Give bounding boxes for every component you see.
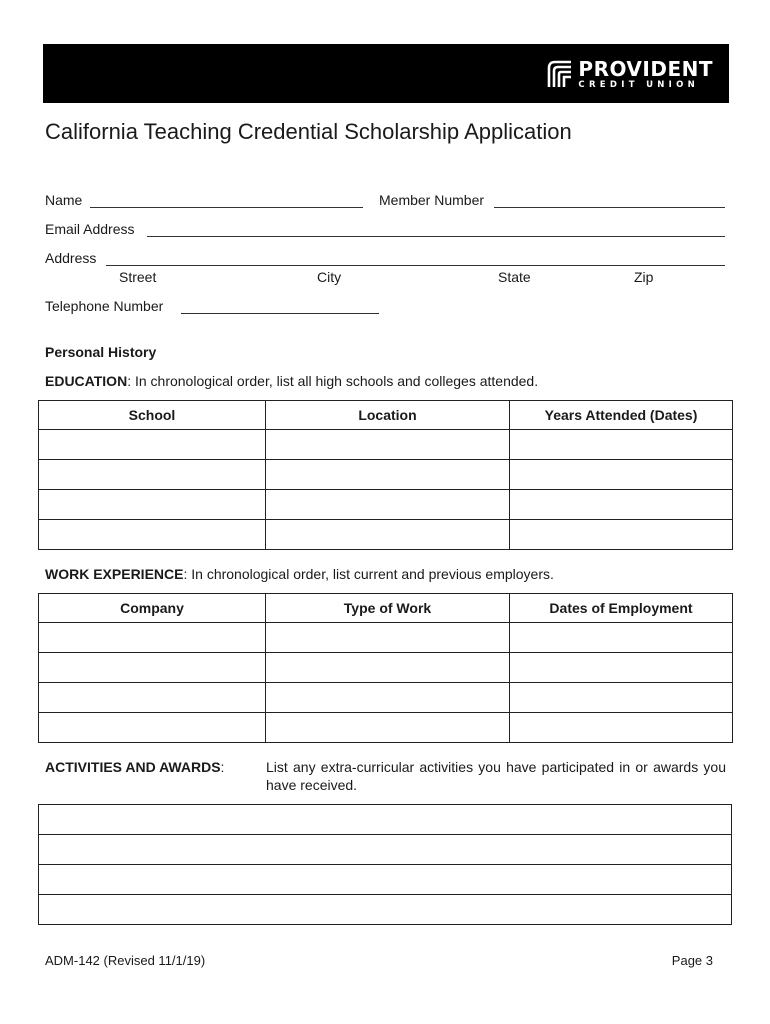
table-cell[interactable] [510, 713, 733, 743]
table-cell[interactable] [510, 623, 733, 653]
table-row [39, 683, 733, 713]
table-cell[interactable] [39, 713, 266, 743]
education-table [38, 400, 733, 550]
zip-label: Zip [634, 269, 654, 285]
table-row [39, 713, 733, 743]
education-col-location: Location [266, 401, 510, 430]
address-label: Address [45, 250, 97, 266]
table-row [39, 460, 733, 490]
work-instruction [45, 566, 554, 582]
work-col-dates: Dates of Employment [510, 594, 733, 623]
education-col-school: School [39, 401, 266, 430]
table-cell[interactable] [510, 520, 733, 550]
address-field[interactable] [106, 265, 725, 266]
table-row [39, 623, 733, 653]
table-cell[interactable] [510, 430, 733, 460]
table-cell[interactable] [510, 683, 733, 713]
work-col-type: Type of Work [266, 594, 510, 623]
provident-stripes-logo-icon [547, 60, 573, 88]
table-cell[interactable] [266, 430, 510, 460]
name-label: Name [45, 192, 83, 208]
table-cell[interactable] [266, 490, 510, 520]
education-instruction [45, 373, 538, 389]
provident-logo [547, 58, 713, 90]
table-cell[interactable] [510, 490, 733, 520]
page-title: California Teaching Credential Scholarship Application [45, 119, 572, 144]
education-col-years: Years Attended (Dates) [510, 401, 733, 430]
personal-history-heading: Personal History [45, 344, 157, 360]
page-number: Page 3 [671, 953, 713, 968]
table-row [39, 805, 732, 835]
table-cell[interactable] [510, 653, 733, 683]
table-cell[interactable] [39, 683, 266, 713]
table-cell[interactable] [39, 623, 266, 653]
table-row [39, 520, 733, 550]
activities-table [38, 804, 732, 925]
table-cell[interactable] [266, 460, 510, 490]
education-text: : In chronological order, list all high schools and colleges attended. [127, 373, 539, 389]
education-header-row [39, 401, 733, 430]
member-number-label: Member Number [379, 192, 485, 208]
work-col-company: Company [39, 594, 266, 623]
work-text: : In chronological order, list current and previous employers. [183, 566, 554, 582]
work-table [38, 593, 733, 743]
name-field[interactable] [90, 207, 363, 208]
table-row [39, 895, 732, 925]
table-cell[interactable] [39, 805, 732, 835]
activities-label: ACTIVITIES AND AWARDS [45, 759, 221, 775]
telephone-field[interactable] [181, 313, 379, 314]
member-number-field[interactable] [494, 207, 725, 208]
table-cell[interactable] [39, 490, 266, 520]
table-cell[interactable] [39, 865, 732, 895]
work-label: WORK EXPERIENCE [45, 566, 184, 582]
table-row [39, 430, 733, 460]
street-label: Street [119, 269, 157, 285]
work-header-row [39, 594, 733, 623]
state-label: State [498, 269, 531, 285]
table-cell[interactable] [39, 835, 732, 865]
table-row [39, 835, 732, 865]
table-cell[interactable] [266, 683, 510, 713]
telephone-label: Telephone Number [45, 298, 164, 314]
table-row [39, 865, 732, 895]
table-cell[interactable] [266, 653, 510, 683]
logo-subtitle: CREDIT UNION [578, 79, 700, 90]
table-cell[interactable] [39, 430, 266, 460]
table-cell[interactable] [39, 895, 732, 925]
form-id: ADM-142 (Revised 11/1/19) [45, 953, 206, 968]
activities-heading [45, 759, 224, 775]
activities-colon: : [220, 759, 225, 775]
table-cell[interactable] [39, 460, 266, 490]
table-cell[interactable] [266, 623, 510, 653]
table-cell[interactable] [266, 713, 510, 743]
table-row [39, 653, 733, 683]
email-label: Email Address [45, 221, 135, 237]
header-bar [43, 44, 729, 103]
table-cell[interactable] [266, 520, 510, 550]
table-cell[interactable] [510, 460, 733, 490]
table-cell[interactable] [39, 653, 266, 683]
email-field[interactable] [147, 236, 725, 237]
activities-instruction: List any extra-curricular activities you have participated in or awards you have received. [266, 759, 726, 793]
table-cell[interactable] [39, 520, 266, 550]
logo-name: PROVIDENT [578, 56, 713, 81]
table-row [39, 490, 733, 520]
city-label: City [317, 269, 342, 285]
education-label: EDUCATION [45, 373, 128, 389]
